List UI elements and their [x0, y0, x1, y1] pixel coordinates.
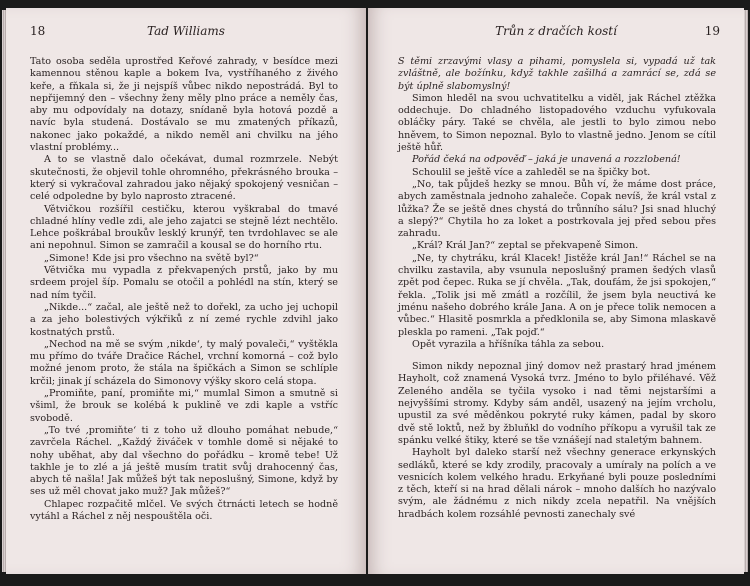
- body-text: [398, 56, 716, 521]
- paragraph: „Nikde...“ začal, ale ještě než to dořekl, za ucho jej uchopil a za jeho bolestivých výkřiků z ní zemé rychle zdvihl jako kostnatých prstů.: [30, 301, 338, 338]
- paragraph: Pořád čeká na odpověď – jaká je unavená a rozzlobená!: [412, 154, 681, 166]
- paragraph: „Nechod na mě se svým ,nikde‘, ty malý povaleči,“ vyštěkla mu přímo do tváře Dračice Ráchel, vrchní komorná – což bylo možné jenom proto, že stála na špičkách a Simon se schlíple krčil; jinak jí scházela do Simonovy výšky skoro celá stopa.: [30, 338, 338, 387]
- left-page: [6, 8, 366, 574]
- paragraph: Tato osoba seděla uprostřed Keřové zahrady, v besídce mezi kamennou stěnou kaple a bokem Iva, vystříhaného z živého keře, a fňkala si, že ji nejspíš vůbec nikdo nepostrádá. Byl to nepřijemný den – všechny ženy měly plno práce a neměly čas, aby mu odpovídaly na dotazy, snídaně byla hotová pozdě a navíc byla studená. Dostávalo se mu zmatených příkazů, nakonec jako pokaždé, a nikdo neměl ani chvilku na jého vlastní problémy...: [30, 56, 338, 154]
- paragraph: Opět vyrazila a hříšníka táhla za sebou.: [412, 338, 605, 350]
- paragraph: Schoulil se ještě více a zahleděl se na špičky bot.: [412, 166, 651, 178]
- right-page: [368, 8, 744, 574]
- paragraph: Hayholt byl daleko starší než všechny generace erkynských sedláků, které se kdy zrodily, pracovaly a umíraly na polích a ve vesnicích kolem velkého hradu. Erkyňané byli pouze posledními z těch, kteří si na hrad dělali nárok – mnoho dalších ho nazývalo svým, ale žádnému z nich nikdy zcela nepatřil. Na vnějších hradbách kolem rozsáhlé pevnosti zanechaly své: [398, 447, 716, 520]
- paragraph: A to se vlastně dalo očekávat, dumal rozmrzele. Nebýt skutečnosti, že objevil tohle ohromného, překrásného brouka – který si vykračoval zahradou jako nějaký spokojený vesničan – celé odpoledne by bylo naprosto ztracené.: [30, 154, 338, 203]
- page-number: 18: [30, 24, 46, 38]
- paragraph: Větvičkou rozšířil cestičku, kterou vyškrabal do tmavé chladné hlíny vedle zdi, ale jeho zajatci se stejně lézt nechtělo. Lehce poškrábal broukův lesklý krunýř, ten tvrdohlavec se ale ani nepohnul. Simon se zamračil a kousal se do horního rtu.: [30, 203, 338, 252]
- running-header: Trůn z dračích kostí: [495, 24, 617, 38]
- paragraph: S těmi zrzavými vlasy a pihami, pomyslela si, vypadá už tak zvláštně, ale božínku, když takhle zašilhá a zamrácí se, zdá se být úplně slabomyslný!: [398, 56, 716, 92]
- page-number: 19: [704, 24, 720, 38]
- paragraph: „Ne, ty chytráku, král Klacek! Jistěže král Jan!“ Ráchel se na chvilku zastavila, aby vsunula neposlušný pramen šedých vlasů zpět pod čepec. Ruka se jí chvěla. „Tak, doufám, že jsi spokojen,“ řekla. „Tolik jsi mě zmátl a rozčílil, že jsem byla neuctivá ke jménu našeho dobrého krále Jana. A on je přece tolik nemocen a vůbec.“ Hlasitě posmrkla a předklonila se, aby Simona mlaskavě pleskla po rameni. „Tak pojď.“: [398, 252, 716, 338]
- paragraph: „No, tak půjdeš hezky se mnou. Bůh ví, že máme dost práce, abych zaměstnala jednoho zahaleče. Copak nevíš, že král vstal z lůžka? Že se ještě dnes chystá do trůnního sálu? Jsi snad hluchý a slepý?“ Chytila ho za loket a postrkovala jej před sebou přes zahradu.: [398, 178, 716, 240]
- paragraph: Simon nikdy nepoznal jiný domov než prastarý hrad jménem Hayholt, což znamená Vysoká tvrz. Jméno to bylo přiléhavé. Věž Zeleného anděla se tyčila vysoko i nad těmi nejstaršími a nejvyššími stromy. Kdyby sám anděl, usazený na jejím vrcholu, upustil za své měděnkou pokryté ruky kámen, padal by skoro dvě stě loktů, než by žbluňkl do vodního příkopu a vyrušil tak ze spánku velké štiky, které se tše vznášejí nad staletým bahnem.: [398, 361, 716, 446]
- paragraph: Chlapec rozpačitě mlčel. Ve svých čtrnácti letech se hodně vytáhl a Ráchel z něj nespouštěla oči.: [30, 498, 338, 522]
- running-header: Tad Williams: [147, 24, 225, 38]
- paragraph: Větvička mu vypadla z překvapených prstů, jako by mu srdeem projel šíp. Pomalu se otočil a pohlédl na stín, který se nad ním tyčil.: [30, 265, 338, 301]
- paragraph: „Král? Král Jan?“ zeptal se překvapeně Simon.: [412, 240, 639, 252]
- paragraph: Simon hleděl na svou uchvatitelku a viděl, jak Ráchel ztěžka oddechuje. Do chladného listopadového vzduchu vyfukovala obláčky páry. Také se chvěla, ale jestli to bylo zimou nebo hněvem, to Simon nepoznal. Bylo to vlastně jedno. Jenom se cítil ještě hůř.: [398, 92, 716, 154]
- paragraph: „Simone! Kde jsi pro všechno na světě byl?“: [44, 252, 259, 264]
- paragraph: „To tvé ,promiňte‘ ti z toho už dlouho pomáhat nebude,“ zavrčela Ráchel. „Každý živáček v tomhle domě si nějaké to nohy uběhat, aby dal všechno do pořádku – kromě tebe! Už takhle je to zlé a já ještě musím tratit svůj drahocenný čas, abych tě našla! Jak můžeš být tak neposlušný, Simone, když by ses už měl chovat jako muž? Jak můžeš?“: [30, 424, 338, 498]
- body-text: [30, 56, 338, 523]
- paragraph: „Promiňte, paní, promiňte mi,“ mumlal Simon a smutně si všiml, že brouk se kolébá k puklině ve zdi kaple a vstříc svobodě.: [30, 388, 338, 424]
